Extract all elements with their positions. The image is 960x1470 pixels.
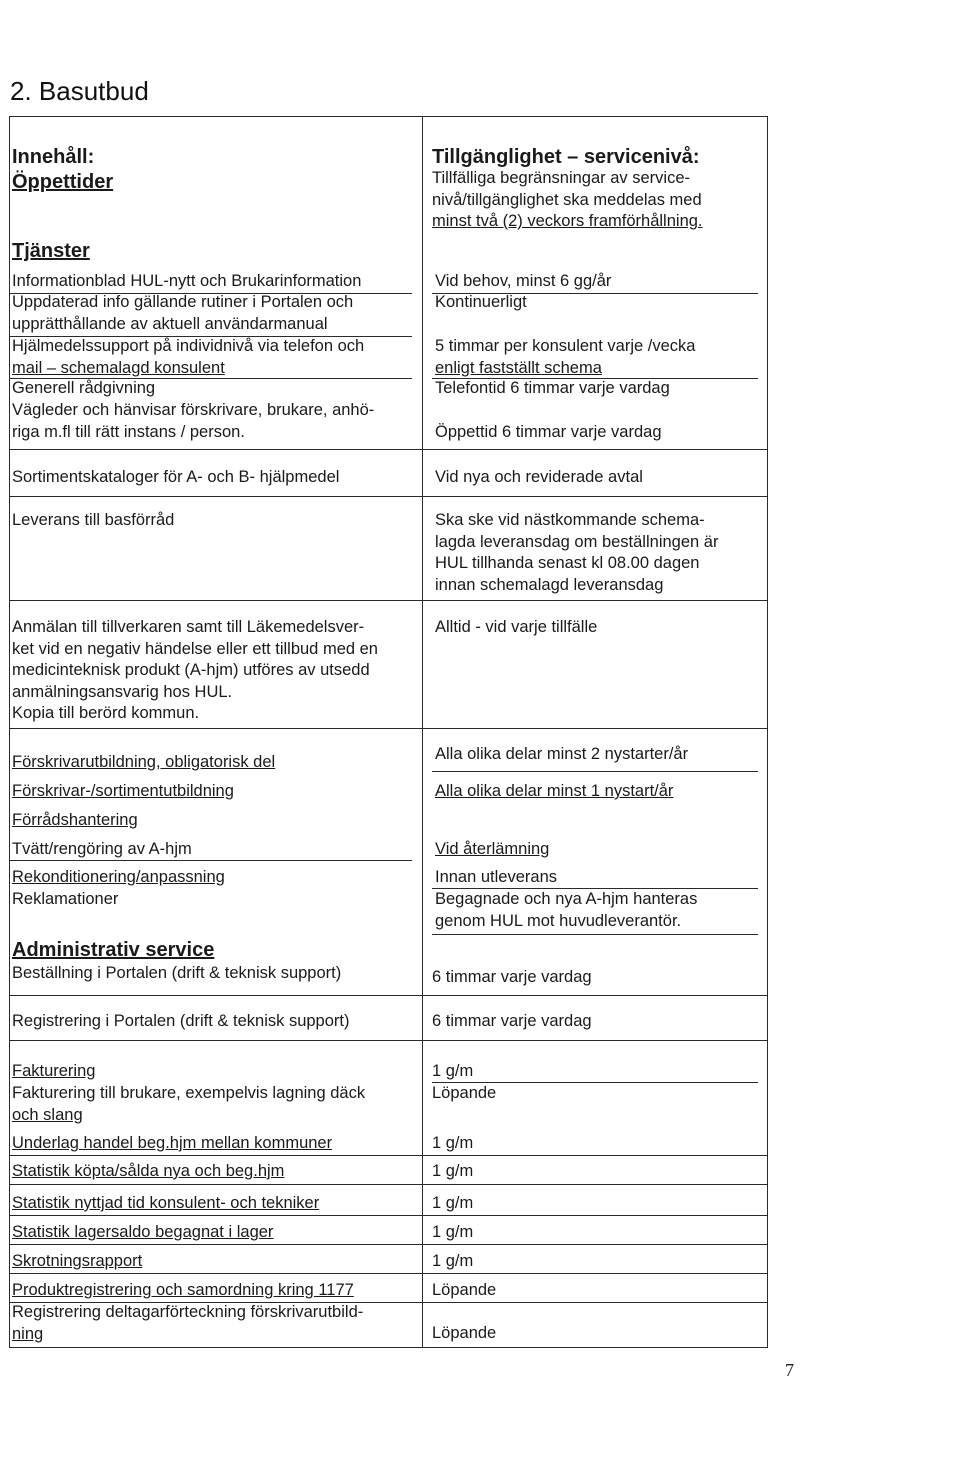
divider	[10, 449, 768, 450]
oppettider-value: Tillfälliga begränsningar av service- nivå/tillgänglighet ska meddelas med minst två (2) veckors framförhållning.	[432, 169, 703, 230]
vagleder-right: Öppettid 6 timmar varje vardag	[435, 423, 662, 441]
forskr-left: Förskrivarutbildning, obligatorisk del	[12, 753, 276, 771]
forskr-right: Alla olika delar minst 2 nystarter/år	[435, 745, 689, 763]
sortiment-left: Sortimentskataloger för A- och B- hjälpmedel	[12, 468, 340, 486]
table-border-top	[9, 116, 768, 117]
anmalan-right: Alltid - vid varje tillfälle	[435, 618, 598, 636]
admin-heading: Administrativ service	[12, 939, 215, 961]
stat1-right: 1 g/m	[432, 1162, 474, 1180]
left-column-header: Innehåll:	[12, 146, 95, 168]
rekond-left: Rekonditionering/anpassning	[12, 868, 225, 886]
vagleder-left: Vägleder och hänvisar förskrivare, brukare, anhö- riga m.fl till rätt instans / person.	[12, 401, 375, 441]
stat2-left: Statistik nyttjad tid konsulent- och tekniker	[12, 1194, 320, 1212]
leverans-left: Leverans till basförråd	[12, 511, 175, 529]
portal-left: Uppdaterad info gällande rutiner i Portalen och upprätthållande av aktuell användarmanual	[12, 293, 354, 333]
page-number: 7	[785, 1360, 794, 1380]
info-left: Informationblad HUL-nytt och Brukarinformation	[12, 272, 362, 290]
reg-left: Registrering deltagarförteckning förskrivarutbild- ning	[12, 1303, 364, 1343]
divider	[10, 1215, 768, 1216]
fakt-right: 1 g/m	[432, 1062, 474, 1080]
divider	[10, 496, 768, 497]
underlag-right: 1 g/m	[432, 1134, 474, 1152]
divider	[432, 771, 758, 772]
forrad-left: Förrådshantering	[12, 811, 138, 829]
tvatt-right: Vid återlämning	[435, 840, 550, 858]
underlag-left: Underlag handel beg.hjm mellan kommuner	[12, 1134, 333, 1152]
anmalan-left: Anmälan till tillverkaren samt till Läkemedelsver- ket vid en negativ händelse eller ett tillbud med en medicinteknisk produkt (A-hjm) utföres av utsedd anmälningsansvarig hos HUL. Kopia till berörd kommun.	[12, 618, 378, 722]
divider	[10, 860, 412, 861]
generell-right: Telefontid 6 timmar varje vardag	[435, 379, 670, 397]
generell-left: Generell rådgivning	[12, 379, 156, 397]
page-title: 2. Basutbud	[10, 76, 149, 106]
sortiment-right: Vid nya och reviderade avtal	[435, 468, 643, 486]
leverans-right: Ska ske vid nästkommande schema- lagda leveransdag om beställningen är HUL tillhanda senast kl 08.00 dagen innan schemalagd leveransdag	[435, 511, 719, 594]
produkt-right: Löpande	[432, 1281, 497, 1299]
stat1-left: Statistik köpta/sålda nya och beg.hjm	[12, 1162, 285, 1180]
info-right: Vid behov, minst 6 gg/år	[435, 272, 612, 290]
fakt2-left: Fakturering till brukare, exempelvis lagning däck och slang	[12, 1084, 366, 1124]
reklam-right: Begagnade och nya A-hjm hanteras genom HUL mot huvudleverantör.	[435, 890, 698, 930]
sortutb-left: Förskrivar-/sortimentutbildning	[12, 782, 234, 800]
hjalp-left: Hjälmedelssupport på individnivå via telefon och mail – schemalagd konsulent	[12, 337, 365, 377]
divider	[10, 600, 768, 601]
hjalp-right: 5 timmar per konsulent varje /vecka enligt fastställt schema	[435, 337, 696, 377]
tvatt-left: Tvätt/rengöring av A-hjm	[12, 840, 192, 858]
tjanster-label: Tjänster	[12, 240, 90, 262]
divider	[10, 1273, 768, 1274]
stat3-right: 1 g/m	[432, 1223, 474, 1241]
divider	[10, 1184, 768, 1185]
registrering-right: 6 timmar varje vardag	[432, 1012, 592, 1030]
divider	[10, 995, 768, 996]
divider	[10, 1155, 768, 1156]
table-border-middle	[422, 116, 423, 1348]
divider	[432, 934, 758, 935]
fakt-left: Fakturering	[12, 1062, 96, 1080]
divider	[10, 728, 768, 729]
sortutb-right: Alla olika delar minst 1 nystart/år	[435, 782, 674, 800]
divider	[10, 1040, 768, 1041]
table-border-bottom	[9, 1347, 768, 1348]
divider	[10, 1244, 768, 1245]
table-border-right	[767, 116, 768, 1348]
skrot-left: Skrotningsrapport	[12, 1252, 143, 1270]
registrering-left: Registrering i Portalen (drift & teknisk support)	[12, 1012, 350, 1030]
reklam-left: Reklamationer	[12, 890, 119, 908]
bestallning-right: 6 timmar varje vardag	[432, 968, 592, 986]
fakt2-right: Löpande	[432, 1084, 497, 1102]
portal-right: Kontinuerligt	[435, 293, 527, 311]
stat2-right: 1 g/m	[432, 1194, 474, 1212]
stat3-left: Statistik lagersaldo begagnat i lager	[12, 1223, 274, 1241]
oppettider-label: Öppettider	[12, 171, 114, 193]
skrot-right: 1 g/m	[432, 1252, 474, 1270]
produkt-left: Produktregistrering och samordning kring 1177	[12, 1281, 354, 1299]
rekond-right: Innan utleverans	[435, 868, 558, 886]
table-border-left	[9, 116, 10, 1348]
right-column-header: Tillgänglighet – servicenivå:	[432, 146, 700, 168]
bestallning-left: Beställning i Portalen (drift & teknisk support)	[12, 964, 342, 982]
reg-right: Löpande	[432, 1324, 497, 1342]
